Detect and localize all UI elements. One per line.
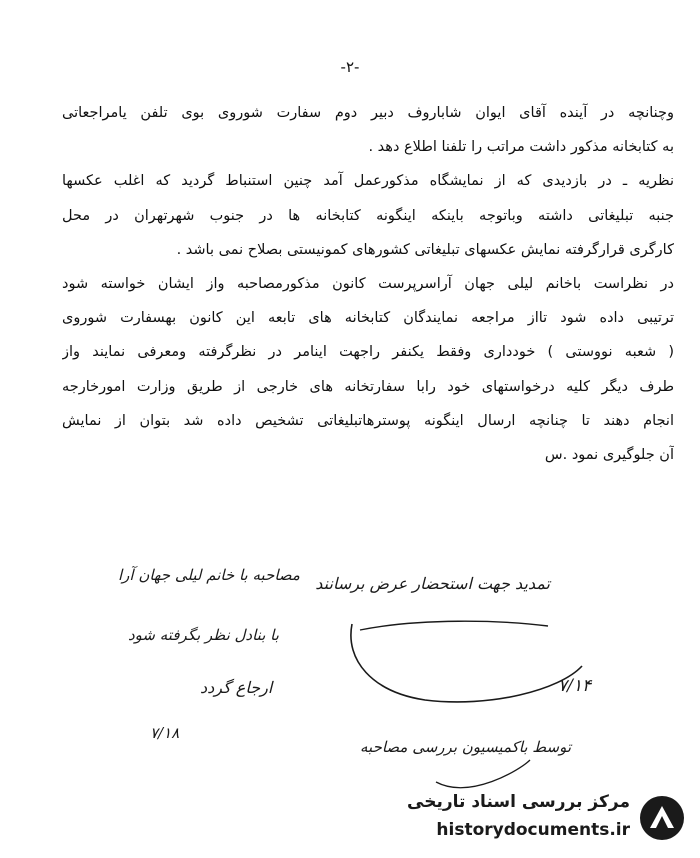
archive-logo-icon [638,794,686,842]
body-line: آن جلوگیری نمود .س [544,446,674,463]
body-line: وچنانچه در آینده آقای ایوان شاباروف دبیر دوم سفارت شوروی بوی تلفن یامراجعاتی [62,105,674,121]
body-line: طرف دیگر کلیه درخواستهای خود رابا سفارتخانه های خارجی از طریق وزارت امورخارجه [62,378,674,395]
handwritten-right-date: ۷/۱۴ [558,676,592,696]
body-line: به کتابخانه مذکور داشت مراتب را تلفنا اطلاع دهد . [368,139,674,156]
handwritten-left-note-line: مصاحبه با خانم لیلی جهان آرا [118,566,300,584]
handwritten-right-note: تمدید جهت استحضار عرض برسانند [315,574,550,593]
body-line: نظریه ـ در بازدیدی که از نمایشگاه مذکورعمل آمد چنین استنباط گردید که اغلب عکسها [62,173,674,190]
handwritten-left-note-line: ارجاع گردد [200,678,273,697]
body-line: انجام دهند تا چنانچه ارسال اینگونه پوسترهاتبلیغاتی تشخیص داده شد بتوان از نمایش [62,412,674,429]
archive-stamp [364,786,694,852]
page-number: -۲- [340,58,360,76]
body-line: در نظراست باخانم لیلی جهان آراسرپرست کانون مذکورمصاحبه واز ایشان خواسته شود [62,275,674,292]
body-line: جنبه تبلیغاتی داشته وباتوجه باینکه اینگونه کتابخانه ها در جنوب شهرتهران در محل [62,207,674,224]
body-line: کارگری قرارگرفته نمایش عکسهای تبلیغاتی کشورهای کمونیستی بصلاح نمی باشد . [176,241,674,258]
stamp-title: مرکز بررسی اسناد تاریخی [407,792,630,812]
stamp-url: historydocuments.ir [436,820,630,840]
body-line: ترتیبی داده شود تااز مراجعه نمایندگان کتابخانه های تابعه این کانون بهسفارت شوروی [62,310,674,327]
handwritten-bottom-note: توسط باکمیسیون بررسی مصاحبه [360,738,572,756]
handwritten-left-date: ۷/۱۸ [150,724,180,742]
handwritten-left-note-line: با بنادل نظر بگرفته شود [128,626,279,644]
body-line: ( شعبه نووستی ) خودداری وفقط یکنفر راجهت اینامر در نظرگرفته ومعرفی نمایند واز [62,344,674,361]
